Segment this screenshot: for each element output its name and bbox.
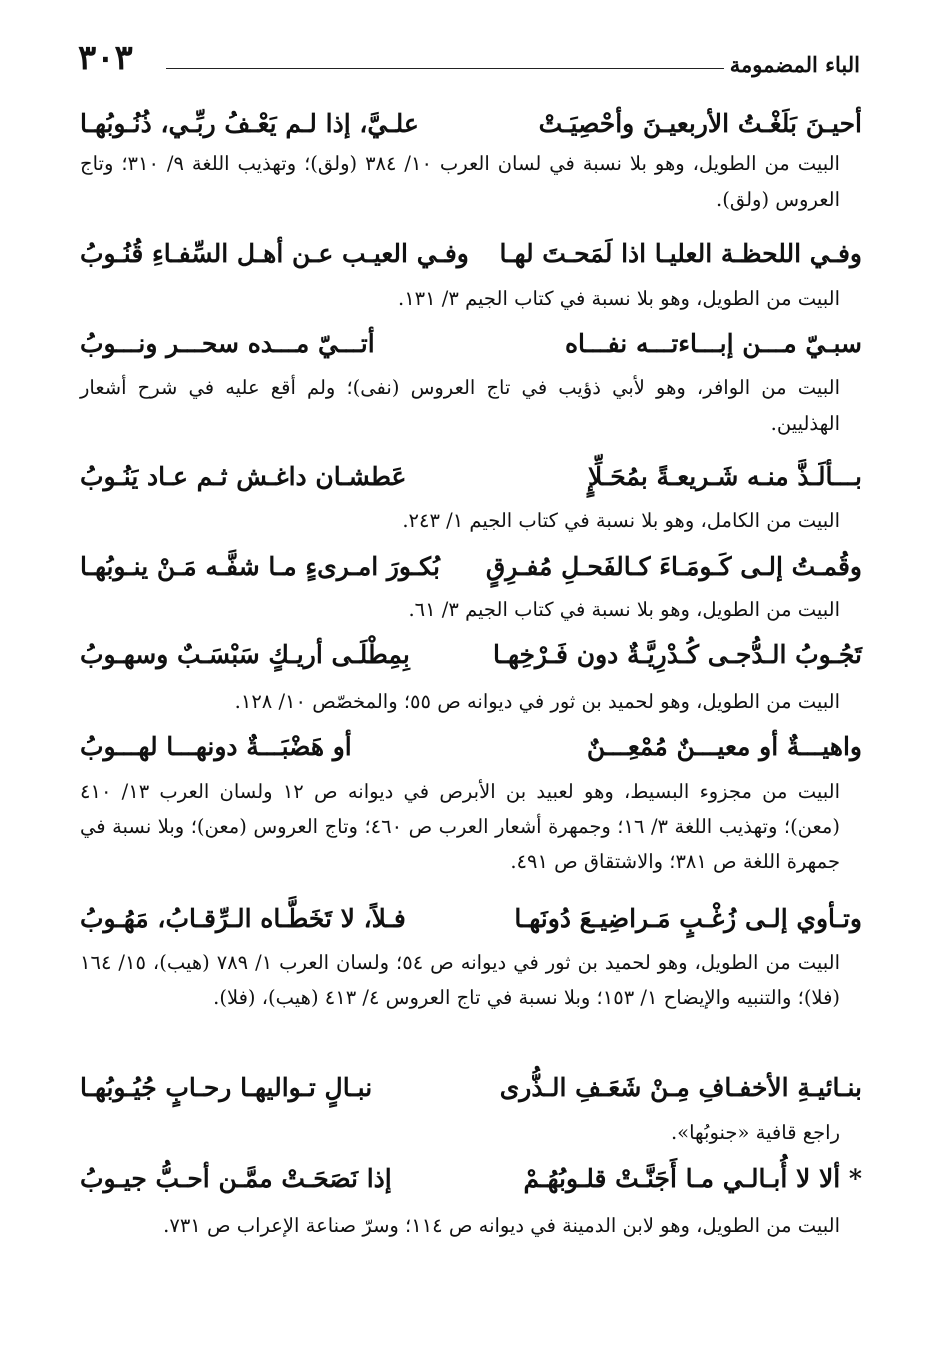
verse-line [80,1066,862,1110]
verse-first-hemistich: سبـيّ مـــن إبـــاءتـــه نفـــاه [564,329,862,358]
verse-second-hemistich: علـيَّ، إذا لـم يَعْـفُ ربِّـي، ذُنُـوبُهـا [80,109,419,138]
header-rule [166,68,724,69]
verse-line [80,545,862,589]
verse-first-hemistich: وقُمـتُ إلـى كَـومَـاءَ كـالفَحـلِ مُفـرِقٍ [485,552,862,581]
verse-first-hemistich [524,1157,862,1201]
verse-line [80,102,862,146]
verse-note: البيت من مجزوء البسيط، وهو لعبيد بن الأبرص في ديوانه ص ١٢ ولسان العرب ١٣/ ٤١٠ (معن)؛ وتهذيب اللغة ٣/ ١٦؛ وجمهرة أشعار العرب ص ٤٦٠؛ وتاج العروس (معن)؛ وبلا نسبة في جمهرة اللغة ص ٣٨١؛ والاشتقاق ص ٤٩١. [80,780,840,873]
verse-first-hemistich-text: ألا لا أُبـالـي مـا أَجَنَّـتْ قلـوبُهُـمْ [523,1164,841,1193]
verse-note: البيت من الوافر، وهو لأبي ذؤيب في تاج العروس (نفى)؛ ولم أقع عليه في شرح أشعار الهذليين. [80,376,840,435]
verse-note: البيت من الطويل، وهو لحميد بن ثور في ديوانه ص ٥٥؛ والمخصّص ١٠/ ١٢٨. [234,690,840,713]
verse-second-hemistich: فـلاً، لا تَخَطَّـاه الـرِّقـابُ، مَهُـوبُ [80,904,406,933]
verse-note: راجع قافية «جنوبُها». [670,1121,840,1144]
verse-line [80,897,862,941]
verse-note: البيت من الطويل، وهو بلا نسبة في كتاب الجيم ٣/ ١٣١. [397,287,840,310]
verse-second-hemistich: بِمِطْلَـى أريـكٍ سَبْسَـبٌ وسهـوبُ [80,640,410,669]
verse-line [80,455,862,499]
verse-first-hemistich: بـــألَـذَّ منـه شَـريعـةً بمُحَـلِّإٍ [588,462,862,491]
asterisk-marker: * [848,1164,862,1193]
verse-second-hemistich: أتـــيّ مـــده سحـــر ونـــوبُ [80,329,375,358]
verse-first-hemistich: أحيـنَ بَلَغْـتُ الأربعيـنَ وأحْصِيَـتْ [538,109,862,138]
verse-second-hemistich: نبـالٍ تـواليهـا رحـابٍ جُيُـوبُهـا [80,1073,373,1102]
verse-second-hemistich: أو هَضْبَـــةٌ دونهـــا لهـــوبُ [80,732,352,761]
verse-first-hemistich: واهيـــةٌ أو معيـــنٌ مُمْعِـــنٌ [586,732,862,761]
verse-line [80,322,862,366]
page-number: ٣٠٣ [78,38,133,78]
verse-note: البيت من الطويل، وهو لحميد بن ثور في ديوانه ص ٥٤؛ ولسان العرب ١/ ٧٨٩ (هيب)، ١٥/ ١٦٤ (فلا)؛ والتنبيه والإيضاح ١/ ١٥٣؛ وبلا نسبة في تاج العروس ٤/ ٤١٣ (هيب)، (فلا). [80,951,840,1009]
verse-first-hemistich: تَجُـوبُ الـدُّجـى كُـدْرِيَّـةٌ دون فَـرْخِهـا [493,640,862,669]
verse-first-hemistich: وفـي اللحظـة العليـا اذا لَمَحـتَ لهـا [499,239,862,268]
verse-second-hemistich: إذا نَصَحَـتْ ممَّـن أحـبُّ جيـوبُ [80,1164,392,1193]
verse-note: البيت من الطويل، وهو لابن الدمينة في ديوانه ص ١١٤؛ وسرّ صناعة الإعراب ص ٧٣١. [163,1214,840,1237]
verse-line [80,633,862,677]
verse-line [80,725,862,769]
verse-second-hemistich: عَطشـان داغـش ثـم عـاد يَنُـوبُ [80,462,407,491]
verse-first-hemistich: وتـأوي إلـى زُغْـبٍ مَـراضِيـعَ دُونَهـا [514,904,862,933]
section-title: الباء المضمومة [729,52,860,77]
verse-first-hemistich: بنـائيـةِ الأخفـافِ مِـنْ شَعَـفِ الـذُّرى [499,1073,862,1102]
verse-second-hemistich: وفـي العيـب عـن أهـل السِّفـاءِ قُنُـوبُ [80,239,469,268]
page-header [78,38,860,82]
verse-line [80,1157,862,1201]
verse-line [80,232,862,276]
verse-second-hemistich: بُكـورَ امـرىءٍ مـا شفَّـه مَـنْ ينـوبُهـا [80,552,440,581]
verse-note: البيت من الطويل، وهو بلا نسبة في لسان العرب ١٠/ ٣٨٤ (ولق)؛ وتهذيب اللغة ٩/ ٣١٠؛ وتاج العروس (ولق). [80,152,840,211]
verse-note: البيت من الطويل، وهو بلا نسبة في كتاب الجيم ٣/ ٦١. [408,598,840,621]
verse-note: البيت من الكامل، وهو بلا نسبة في كتاب الجيم ١/ ٢٤٣. [402,509,840,532]
